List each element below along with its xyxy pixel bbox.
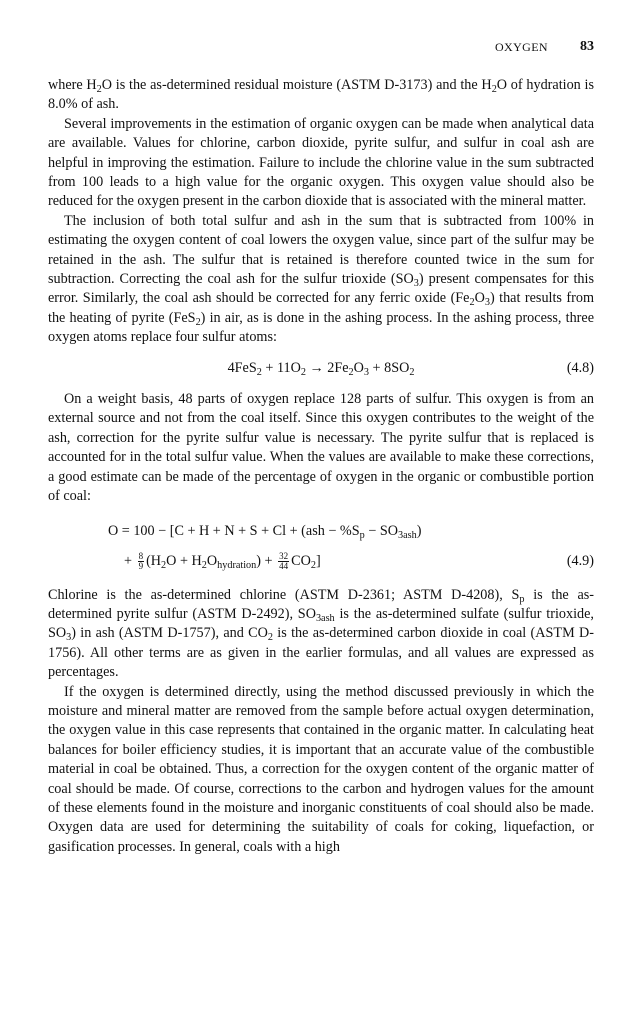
page-number: 83: [580, 39, 594, 54]
fraction-8-9: $\frac{8}{9}$: [138, 550, 144, 571]
equation-number: (4.8): [566, 359, 594, 376]
paragraph-4: On a weight basis, 48 parts of oxygen replace 128 parts of sulfur. This oxygen is from an external source and not from the coal itself. Since this oxygen contributes to the weight of the ash, correction for the pyrite sulfur value is necessary. The pyrite sulfur that is replaced is accounted for in the total sulfur value. When the values are available to make these corrections, a good estimate can be made of the percentage of oxygen in the organic or combustible portion of coal:: [48, 391, 594, 505]
paragraph-2: Several improvements in the estimation of organic oxygen can be made when analytical data are available. Values for chlorine, carbon dioxide, pyrite sulfur, and sulfur in coal ash are helpful in improving the estimation. Failure to include the chlorine value in the sum subtracted from 100 leads to a high value for the organic oxygen. This oxygen value should also be reduced for the oxygen present in the carbon dioxide that is associated with the mineral matter.: [48, 115, 594, 210]
equation-4-8: [48, 359, 594, 378]
equation-4-8-expression: $4FeS_2 + 11O_2 \to 2Fe_2O_3 + 8SO_2$: [227, 359, 415, 378]
running-title: OXYGEN: [494, 40, 548, 54]
fraction-32-44: $\frac{32}{44}$: [279, 550, 289, 571]
body-text: [48, 76, 594, 857]
equation-4-9: [48, 518, 594, 578]
equation-4-9-line-2: + $\frac{8}{9}$ $(H_2O + H_2O_{hydration})$ + $\frac{32}{44}$ $CO_2$]: [124, 550, 321, 571]
paragraph-1: where $H_2O$ is the as-determined residual moisture (ASTM D-3173) and the $H_2O$ of hydration is 8.0% of ash.: [48, 77, 594, 113]
running-header: [48, 40, 594, 60]
paragraph-3: The inclusion of both total sulfur and ash in the sum that is subtracted from 100% in estimating the oxygen content of coal lowers the oxygen value, since part of the sulfur may be retained in the ash. The sulfur that is retained is therefore counted twice in the sum for subtraction. Correcting the coal ash for the sulfur trioxide $(SO_3)$ present compensates for this error. Similarly, the coal ash should be corrected for any ferric oxide $(Fe_2O_3)$ that results from the heating of pyrite (FeS$_2$) in air, as is done in the ashing process. In the ashing process, three oxygen atoms replace four sulfur atoms:: [48, 212, 594, 346]
equation-4-9-line-1: $O = 100 - [C + H + N + S + Cl + (ash - \%S_p - SO_{3ash})$: [108, 522, 422, 541]
paragraph-5: Chlorine is the as-determined chlorine (ASTM D-2361; ASTM D-4208), $S_p$ is the as-determined pyrite sulfur (ASTM D-2492), $SO_{3ash}$ is the as-determined sulfate (sulfur trioxide, $SO_3$) in ash (ASTM D-1757), and $CO_2$ is the as-determined carbon dioxide in coal (ASTM D-1756). All other terms are as given in the earlier formulas, and all values are expressed as percentages.: [48, 586, 594, 681]
paragraph-6: If the oxygen is determined directly, using the method discussed previously in which the moisture and mineral matter are removed from the sample before actual oxygen determination, the oxygen value in this case represents that contained in the organic matter. In calculating heat balances for boiler efficiency studies, it is important that an accurate value of the combustible material in coal be obtained. Thus, a correction for the oxygen content of the organic matter of coal should be made. Of course, corrections to the carbon and hydrogen values for the amount of these elements found in the moisture and inorganic constituents of coal should also be made. Oxygen data are used for determining the suitability of coals for coking, liquefaction, or gasification processes. In general, coals with a high: [48, 683, 594, 855]
equation-number: (4.9): [566, 552, 594, 569]
